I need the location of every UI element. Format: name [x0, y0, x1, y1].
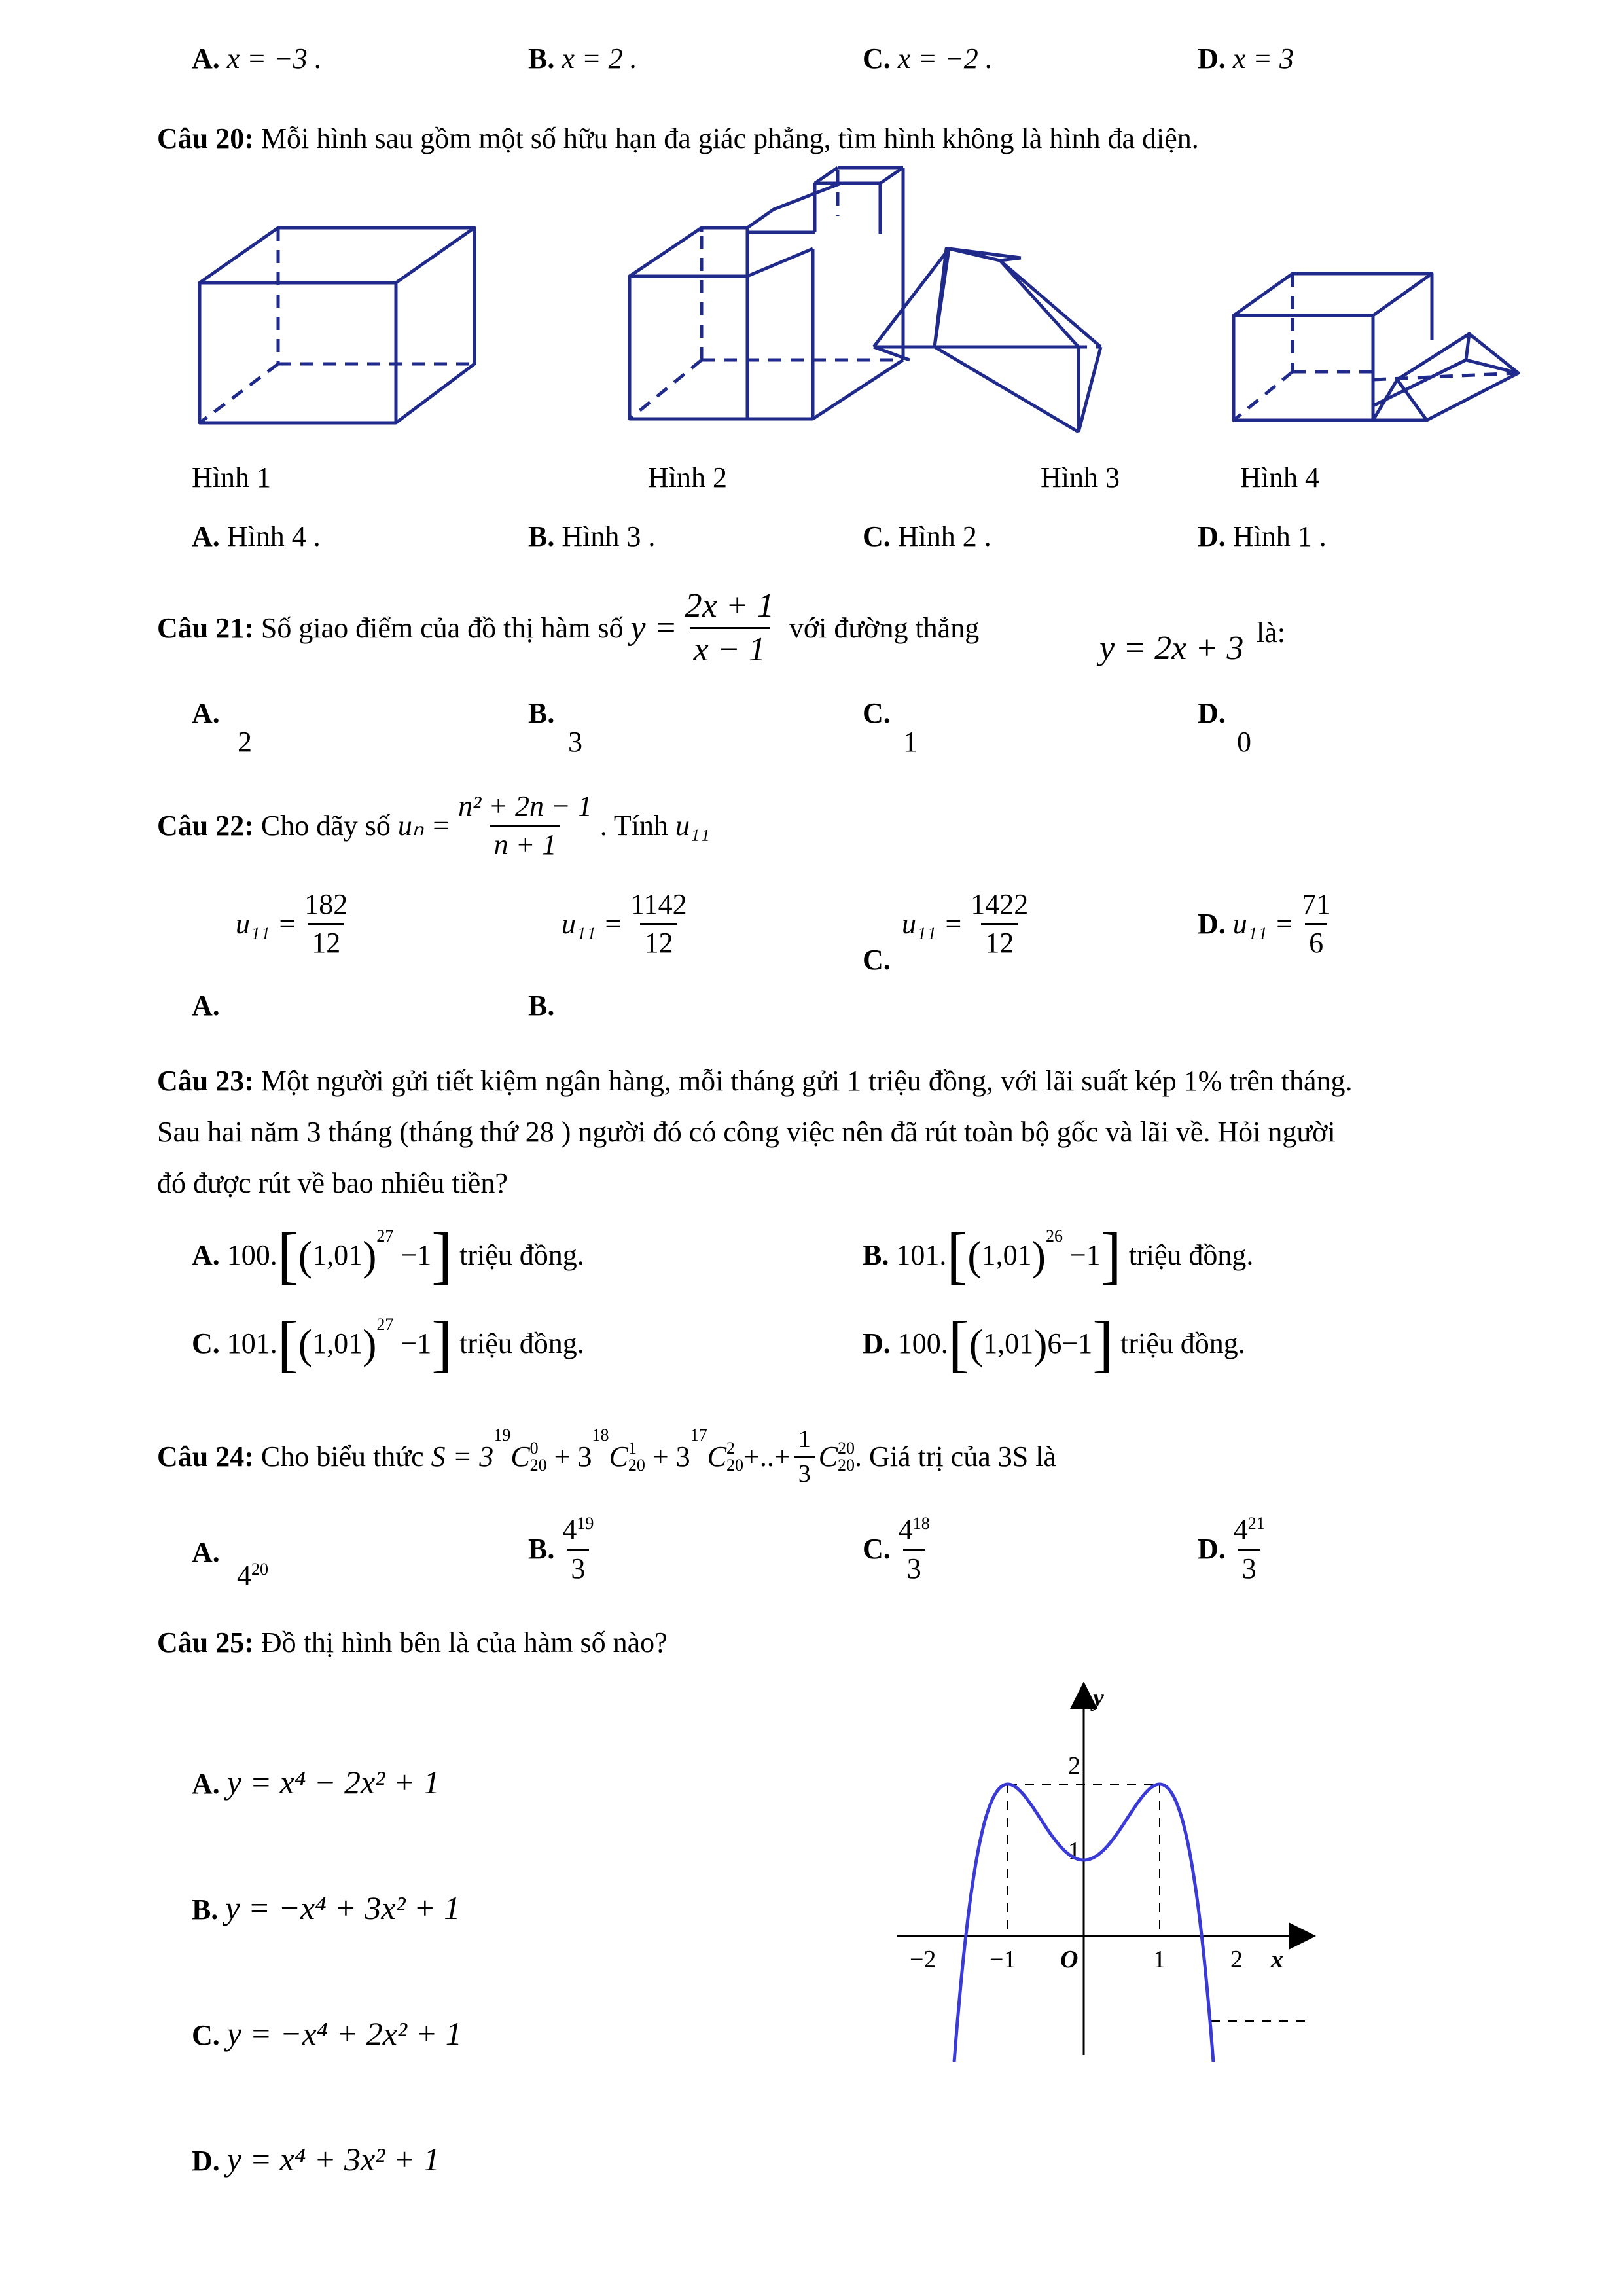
- q23-option-c-tail: −1: [401, 1327, 432, 1360]
- figure-1-caption: Hình 1: [192, 461, 271, 493]
- q23-option-b-paren-close: ): [1031, 1232, 1046, 1279]
- q23-option-b-exp: 26: [1045, 1227, 1063, 1246]
- q19-option-d-label: D.: [1198, 43, 1226, 75]
- q22-option-a-label[interactable]: A.: [192, 990, 220, 1022]
- q25-question: [157, 1628, 668, 1657]
- q23-option-b[interactable]: [863, 1220, 1254, 1290]
- q24-option-c-fraction: [895, 1515, 934, 1583]
- q22-option-d[interactable]: [1198, 890, 1338, 958]
- figure-2-step: [630, 168, 903, 419]
- q25-option-b-label: B.: [192, 1893, 219, 1926]
- q20-option-d-label: D.: [1198, 520, 1226, 552]
- q24-option-b-fraction: [558, 1515, 597, 1583]
- y-tick-1: 1: [1068, 1837, 1080, 1865]
- x-tick-2: 2: [1230, 1946, 1243, 1973]
- q23-option-a-tail: −1: [401, 1239, 432, 1272]
- q24-option-c-den: 3: [903, 1549, 925, 1583]
- q23-option-a-base: 1,01: [312, 1239, 363, 1272]
- q24-last-fraction: [794, 1427, 815, 1486]
- q23-option-d-tail: 6−1: [1047, 1327, 1093, 1360]
- dashed-guides: [1008, 1784, 1309, 2021]
- figure-4-box-prism: [1234, 274, 1518, 420]
- origin-label: O: [1060, 1946, 1079, 1973]
- q22-text-before: Cho dãy số: [260, 809, 391, 842]
- q23-option-c-unit: triệu đồng.: [459, 1327, 584, 1360]
- q24-option-c-base: 4: [898, 1513, 913, 1546]
- q24-c4-sup: 20: [838, 1438, 855, 1458]
- q21-option-a-value: 2: [238, 726, 252, 758]
- q24-option-d-den: 3: [1238, 1549, 1260, 1583]
- q25-option-a[interactable]: [192, 1766, 440, 1799]
- q23-option-d-unit: triệu đồng.: [1120, 1327, 1245, 1360]
- q24-option-a-base: 4: [237, 1559, 251, 1592]
- q21-func-num: 2x + 1: [685, 587, 774, 624]
- q20-option-d[interactable]: [1198, 522, 1327, 551]
- q19-option-b-label: B.: [528, 43, 555, 75]
- q19-option-c-label: C.: [863, 43, 891, 75]
- q22-option-b-expr: [562, 890, 695, 958]
- q22-option-d-label: D.: [1198, 907, 1226, 940]
- q25-text: Đồ thị hình bên là của hàm số nào?: [260, 1626, 668, 1659]
- figure-2-caption: Hình 2: [648, 461, 727, 493]
- q24-option-a-value: [237, 1561, 268, 1590]
- q22-option-c-num: 1422: [971, 888, 1029, 920]
- q23-option-a-bracket-close: ]: [431, 1220, 453, 1290]
- q25-option-b-value: y = −x⁴ + 3x² + 1: [225, 1890, 461, 1926]
- q24-c2-sup: 1: [628, 1438, 637, 1458]
- q20-question: [157, 124, 1199, 153]
- q23-option-b-tail: −1: [1069, 1239, 1101, 1272]
- q21-text-after: là:: [1257, 617, 1285, 649]
- y-tick-2: 2: [1068, 1752, 1080, 1780]
- q22-option-d-den: 6: [1305, 923, 1327, 958]
- q23-option-a-label: A.: [192, 1239, 220, 1272]
- q23-option-d-coef: 100.: [897, 1327, 948, 1360]
- q20-figures: [183, 164, 1558, 439]
- q24-c2-idx: [628, 1440, 645, 1474]
- q20-text: Mỗi hình sau gồm một số hữu hạn đa giác phẳng, tìm hình không là hình đa diện.: [260, 122, 1199, 154]
- q24-option-d-fraction: [1230, 1515, 1269, 1583]
- q22-seq-num: n² + 2n − 1: [458, 790, 592, 822]
- q23-line-2: Sau hai năm 3 tháng (tháng thứ 28 ) người đó có công việc nên đã rút toàn bộ gốc và lãi về. Hỏi người: [157, 1116, 1336, 1148]
- q24-c1-sup: 0: [529, 1438, 539, 1458]
- q22-option-b-label[interactable]: B.: [528, 990, 555, 1022]
- q22-question: [157, 792, 710, 859]
- q23-option-c-paren-close: ): [363, 1320, 377, 1367]
- q22-seq-lhs: uₙ =: [397, 809, 451, 842]
- q20-option-d-value: Hình 1 .: [1232, 520, 1327, 552]
- x-tick-neg1: −1: [990, 1946, 1016, 1973]
- q22-seq-den: n + 1: [490, 825, 561, 859]
- q23-option-d-paren-close: ): [1033, 1320, 1048, 1367]
- q24-c3-sub: 20: [726, 1455, 744, 1475]
- q23-option-d-bracket-close: ]: [1092, 1308, 1114, 1378]
- q24-question: Câu 24: Cho biểu thức S = 3 $^{19}$ C 0 20 + 3 $^{18}$ C 1 20 + 3 $^{17}$ C 2 20 +..+ $\frac{1}{3}$ C 20 20 . Giá trị của 3S là: [157, 1426, 1056, 1488]
- q21-text-before: Số giao điểm của đồ thị hàm số: [260, 611, 624, 644]
- q24-last-num: 1: [798, 1426, 811, 1453]
- q23-label: Câu 23:: [157, 1065, 254, 1097]
- q23-option-c-base: 1,01: [312, 1327, 363, 1360]
- y-axis-label: y: [1093, 1684, 1104, 1712]
- q24-option-b-exp: 19: [577, 1514, 594, 1533]
- q24-c3: C: [707, 1440, 727, 1473]
- q23-option-a-coef: 100.: [226, 1239, 277, 1272]
- q20-option-b-label: B.: [528, 520, 555, 552]
- q23-option-c-exp: 27: [376, 1315, 394, 1334]
- x-tick-neg2: −2: [910, 1946, 936, 1973]
- q20-option-c-value: Hình 2 .: [897, 520, 991, 552]
- q21-func-den: x − 1: [690, 627, 770, 667]
- q25-option-c-label: C.: [192, 2019, 220, 2051]
- q25-option-b[interactable]: [192, 1892, 460, 1924]
- q19-option-b[interactable]: [528, 45, 637, 73]
- q23-option-c-label: C.: [192, 1327, 220, 1360]
- figure-1-box: [200, 228, 474, 423]
- q20-option-b-value: Hình 3 .: [562, 520, 656, 552]
- q24-option-c-num: [895, 1515, 934, 1549]
- q22-option-b-fraction: [626, 890, 690, 958]
- q24-option-c-exp: 18: [912, 1514, 930, 1533]
- q21-text-middle: với đường thẳng: [789, 611, 980, 644]
- q23-option-b-coef: 101.: [896, 1239, 947, 1272]
- q22-option-d-fraction: [1298, 890, 1334, 958]
- q23-option-d[interactable]: [863, 1308, 1245, 1378]
- q24-c4-sub: 20: [838, 1455, 855, 1475]
- q24-c4-idx: [838, 1440, 855, 1474]
- q22-option-a-fraction: [300, 890, 351, 958]
- q22-option-c-label[interactable]: C.: [863, 944, 891, 976]
- q22-text-after: . Tính: [599, 809, 669, 842]
- q19-option-c-value: x = −2 .: [897, 43, 993, 75]
- q23-option-d-base: 1,01: [983, 1327, 1034, 1360]
- q24-e3: 17: [690, 1426, 707, 1444]
- x-tick-1: 1: [1153, 1946, 1166, 1973]
- q23-option-c-bracket-close: ]: [431, 1308, 453, 1378]
- q24-e2: 18: [592, 1426, 609, 1444]
- q20-option-c[interactable]: [863, 522, 991, 551]
- q21-option-a-label[interactable]: A.: [192, 697, 220, 729]
- q25-option-c-value: y = −x⁴ + 2x² + 1: [226, 2015, 462, 2052]
- q23-option-a-exp: 27: [376, 1227, 394, 1246]
- q22-option-d-num: 71: [1302, 888, 1331, 920]
- q21-option-d-value: 0: [1237, 726, 1251, 758]
- q24-c3-sup: 2: [726, 1438, 736, 1458]
- q21-line-eq: y = 2x + 3: [1099, 630, 1244, 667]
- q24-c4: C: [818, 1440, 838, 1473]
- q21-option-d-label[interactable]: D.: [1198, 697, 1226, 729]
- q25-option-d-value: y = x⁴ + 3x² + 1: [226, 2141, 440, 2178]
- figure-4-caption: Hình 4: [1240, 461, 1319, 493]
- q24-option-d-num: [1230, 1515, 1269, 1549]
- q23-line-3: đó được rút về bao nhiêu tiền?: [157, 1167, 508, 1199]
- q22-option-b-num: 1142: [630, 888, 687, 920]
- q20-option-a-value: Hình 4 .: [226, 520, 321, 552]
- q24-expr-s: S = 3: [431, 1440, 494, 1473]
- q24-option-d-base: 4: [1233, 1513, 1248, 1546]
- q23-option-d-bracket-open: [: [948, 1308, 969, 1378]
- q24-option-a-exp: 20: [251, 1560, 268, 1579]
- q22-option-c-expr: [902, 890, 1036, 958]
- q21-question: [157, 589, 979, 667]
- q22-option-c-den: 12: [981, 923, 1018, 958]
- q24-option-b-den: 3: [567, 1549, 589, 1583]
- q23-option-c[interactable]: [192, 1308, 584, 1378]
- q24-last-den: 3: [794, 1456, 815, 1486]
- q24-c2: C: [609, 1440, 628, 1473]
- q24-option-d-exp: 21: [1247, 1514, 1265, 1533]
- q25-label: Câu 25:: [157, 1626, 254, 1659]
- q24-c2-sub: 20: [628, 1455, 645, 1475]
- q24-option-d-label: D.: [1198, 1532, 1226, 1565]
- q23-line-1-text: Một người gửi tiết kiệm ngân hàng, mỗi tháng gửi 1 triệu đồng, với lãi suất kép 1% trên tháng.: [260, 1065, 1353, 1097]
- x-axis-label: x: [1271, 1946, 1283, 1973]
- q21-option-b-label[interactable]: B.: [528, 697, 555, 729]
- figure-3-frustum: [874, 249, 1101, 432]
- q23-option-b-base: 1,01: [981, 1239, 1032, 1272]
- q21-option-c-label[interactable]: C.: [863, 697, 891, 729]
- q22-option-b-den: 12: [640, 923, 677, 958]
- q19-option-a[interactable]: [192, 45, 322, 73]
- q24-c1-idx: [530, 1440, 547, 1474]
- q24-c1: C: [510, 1440, 530, 1473]
- q24-c3-idx: [726, 1440, 743, 1474]
- q23-line-1: [157, 1067, 1353, 1096]
- q22-option-c-lhs: u₁₁ =: [902, 907, 963, 940]
- q24-option-b-num: [558, 1515, 597, 1549]
- q24-label: Câu 24:: [157, 1440, 254, 1473]
- q19-option-a-value: x = −3 .: [226, 43, 322, 75]
- figure-3-caption: Hình 3: [1041, 461, 1120, 493]
- q24-dots: +..+: [743, 1440, 791, 1473]
- q25-graph: [897, 1682, 1322, 2062]
- q25-option-c[interactable]: [192, 2017, 462, 2050]
- q20-option-b[interactable]: [528, 522, 655, 551]
- q22-option-c-fraction: [967, 890, 1032, 958]
- q23-option-b-label: B.: [863, 1239, 889, 1272]
- q24-option-c[interactable]: [863, 1515, 938, 1583]
- q21-option-c-value: 1: [903, 726, 918, 758]
- q24-option-c-label: C.: [863, 1532, 891, 1565]
- q24-text-after: . Giá trị của 3S là: [855, 1440, 1056, 1473]
- q19-option-d-value: x = 3: [1232, 43, 1294, 75]
- q22-option-a-expr: [236, 890, 355, 958]
- q24-option-b[interactable]: [528, 1515, 601, 1583]
- q22-seq-fraction: [454, 792, 596, 859]
- q24-option-d[interactable]: [1198, 1515, 1273, 1583]
- q22-option-d-lhs: u₁₁ =: [1232, 907, 1294, 940]
- q20-option-a-label: A.: [192, 520, 220, 552]
- q20-label: Câu 20:: [157, 122, 254, 154]
- q23-option-c-coef: 101.: [226, 1327, 277, 1360]
- q23-option-a-bracket-open: [: [277, 1220, 298, 1290]
- q22-option-a-lhs: u₁₁ =: [236, 907, 297, 940]
- q24-option-b-label: B.: [528, 1532, 555, 1565]
- q24-option-b-base: 4: [562, 1513, 577, 1546]
- q25-option-a-label: A.: [192, 1768, 220, 1800]
- q22-option-b-lhs: u₁₁ =: [562, 907, 623, 940]
- q23-option-d-paren-open: (: [969, 1320, 984, 1367]
- q21-func-lhs: y =: [630, 609, 677, 647]
- q25-option-a-value: y = x⁴ − 2x² + 1: [226, 1764, 440, 1801]
- q22-target: u₁₁: [675, 809, 710, 842]
- q22-option-a-num: 182: [304, 888, 348, 920]
- q23-option-b-paren-open: (: [967, 1232, 982, 1279]
- q23-option-a[interactable]: [192, 1220, 584, 1290]
- q19-option-a-label: A.: [192, 43, 220, 75]
- q22-option-a-den: 12: [308, 923, 344, 958]
- q23-option-c-bracket-open: [: [277, 1308, 298, 1378]
- q23-option-c-paren-open: (: [298, 1320, 313, 1367]
- q24-c1-sub: 20: [529, 1455, 547, 1475]
- q23-option-a-paren-close: ): [363, 1232, 377, 1279]
- q23-option-b-bracket-open: [: [946, 1220, 968, 1290]
- q21-option-b-value: 3: [568, 726, 582, 758]
- q20-option-c-label: C.: [863, 520, 891, 552]
- q19-option-b-value: x = 2 .: [562, 43, 637, 75]
- q24-option-a-label[interactable]: A.: [192, 1536, 220, 1568]
- q23-option-b-unit: triệu đồng.: [1128, 1239, 1254, 1272]
- q24-e1: 19: [493, 1426, 511, 1444]
- q23-option-a-unit: triệu đồng.: [459, 1239, 584, 1272]
- q19-option-c[interactable]: [863, 45, 993, 73]
- q24-text-before: Cho biểu thức: [260, 1440, 424, 1473]
- q25-option-d[interactable]: [192, 2143, 440, 2176]
- q25-option-d-label: D.: [192, 2145, 220, 2177]
- q23-option-b-bracket-close: ]: [1100, 1220, 1122, 1290]
- q23-option-a-paren-open: (: [298, 1232, 313, 1279]
- q19-option-d[interactable]: [1198, 45, 1294, 73]
- q22-label: Câu 22:: [157, 809, 254, 842]
- q23-option-d-label: D.: [863, 1327, 891, 1360]
- q21-func-fraction: [681, 589, 778, 667]
- q21-label: Câu 21:: [157, 611, 254, 644]
- q20-option-a[interactable]: [192, 522, 321, 551]
